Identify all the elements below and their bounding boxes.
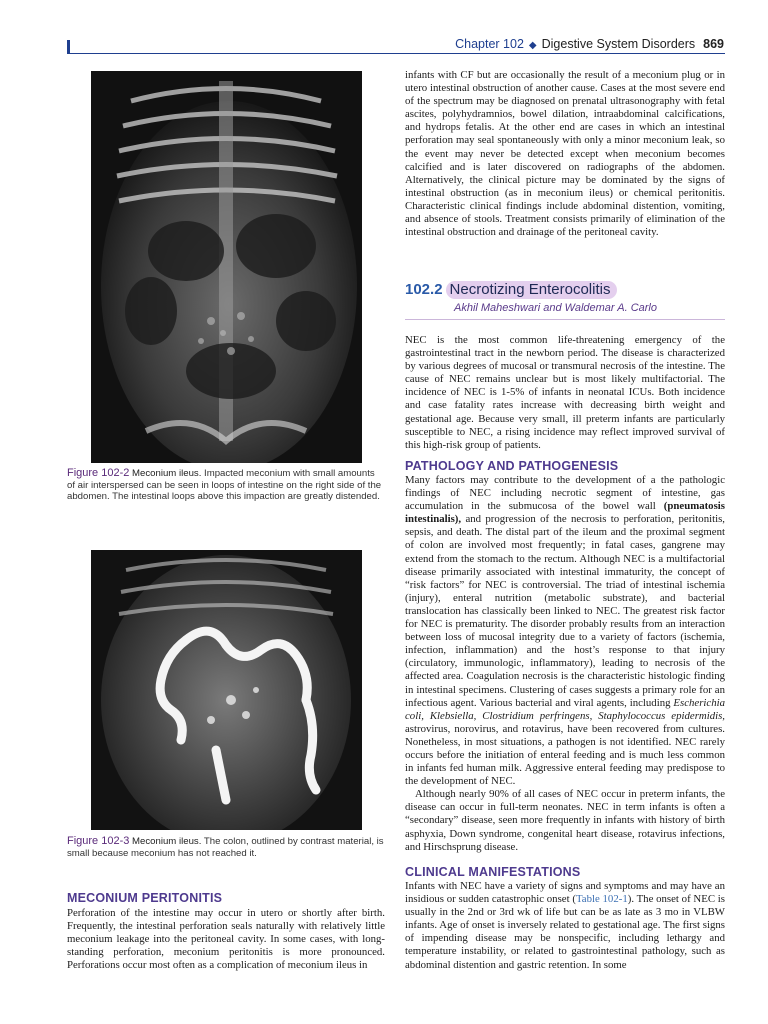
figure-caption-text: The colon, outlined by contrast material, is small because meconium has not reached it. <box>67 836 384 859</box>
heading-clinical-manifestations: CLINICAL MANIFESTATIONS <box>405 865 581 879</box>
figure-102-2-image <box>91 71 362 463</box>
figure-102-2-caption <box>67 468 385 503</box>
text-run: and progression of the necrosis to perforation, peritonitis, sepsis, and death. The distal part of the ileum and the proximal segment of colon are involved most frequently; in fatal cases, gangrene may extend from the stomach to the rectum. Although NEC is a multifactorial disease primarily associated with intestinal immaturity, the concept of “risk factors” for NEC is controversial. The triad of intestinal ischemia (injury), enteral nutrition (metabolic substrate), and bacterial translocation has classically been linked to NEC. The greatest risk factor for NEC is prematurity. The disorder probably results from an interaction between loss of mucosal integrity due to a variety of factors (ischemia, infection, inflammation) and the host’s response to that injury (circulatory, immunologic, inflammatory), leading to necrosis of the affected area. Coagulation necrosis is the characteristic histologic finding in intestinal specimens. Clustering of cases suggests a primary role for an infectious agent. Various bacterial and viral agents, including <box>405 513 725 709</box>
text-run: ). The onset of NEC is usually in the 2nd or 3rd wk of life but can be as late as 3 mo in VLBW infants. Age of onset is inversely related to gestational age. The first signs of impending disease may be nonspecific, including lethargy and temperature instability, or related to gastrointestinal pathology, such as abdominal distention and gastric retention. In some <box>405 893 725 971</box>
figure-title: Meconium ileus. <box>132 836 202 847</box>
text-run: Infants with NEC have a variety of signs and symptoms and may have an insidious or sudden catastrophic onset ( <box>405 880 725 906</box>
table-102-1-link[interactable]: Table 102-1 <box>575 893 628 906</box>
paragraph <box>405 880 725 972</box>
chapter-label: Chapter 102 <box>455 37 524 51</box>
figure-caption-text: Impacted meconium with small amounts of air interspersed can be seen in loops of intestine on the right side of the abdomen. The intestinal loops above this impaction are greatly distended. <box>67 468 382 503</box>
section-title <box>405 281 617 299</box>
paragraph: NEC is the most common life-threatening emergency of the gastrointestinal tract in the newborn period. The disease is characterized by various degrees of mucosal or transmural necrosis of the intestine. The cause of NEC remains unclear but is most likely multifactorial. The incidence of NEC is 1-5% of infants in neonatal ICUs. Both incidence and case fatality rates increase with decreasing birth weight and gestational age. Because very small, ill preterm infants are particularly susceptible to NEC, a rising incidence may reflect improved survival of this high-risk group of patients. <box>405 334 725 451</box>
text-run: astrovirus, norovirus, and rotavirus, have been recovered from cultures. Nonetheless, in most situations, a pathogen is not identified. NEC rarely occurs before the initiation of enteral feeding and is much less common in infants fed human milk. Aggressive enteral feeding may predispose to the development of NEC. <box>405 722 725 788</box>
section-number: 102.2 <box>405 281 443 298</box>
header-rule <box>67 53 725 54</box>
diamond-icon: ◆ <box>528 40 537 51</box>
paragraph: Although nearly 90% of all cases of NEC occur in preterm infants, the disease can occur in full-term neonates. NEC in term infants is often a “secondary” disease, seen more frequently in infants with history of birth asphyxia, Down syndrome, congenital heart disease, rotavirus infections, and Hirschsprung disease. <box>405 788 725 853</box>
nec-intro <box>405 334 725 452</box>
heading-meconium-peritonitis: MECONIUM PERITONITIS <box>67 891 223 905</box>
pneumatosis-term: (pneumatosis intestinalis), <box>405 500 725 526</box>
authors-rule <box>405 319 725 320</box>
page-number: 869 <box>703 37 724 51</box>
organism-names: Escherichia coli, Klebsiella, Clostridium perfringens, Staphylococcus epidermidis, <box>405 696 725 722</box>
figure-102-3-caption <box>67 836 385 859</box>
clinical-text <box>405 880 725 972</box>
text-run: Many factors may contribute to the development of a the pathologic findings of NEC including necrotic segment of intestine, gas accumulation in the submucosa of the bowel wall <box>405 474 725 513</box>
margin-bar <box>67 40 70 54</box>
chapter-title: Digestive System Disorders <box>541 37 696 51</box>
section-title-text: Necrotizing Enterocolitis <box>446 281 618 299</box>
figure-102-3-image <box>91 550 362 830</box>
figure-label: Figure 102-2 <box>67 467 130 479</box>
pathology-text <box>405 474 725 854</box>
meconium-peritonitis-text <box>67 907 385 972</box>
heading-pathology: PATHOLOGY AND PATHOGENESIS <box>405 459 619 473</box>
running-head <box>455 37 724 51</box>
paragraph: infants with CF but are occasionally the result of a meconium plug or in utero intestinal obstruction of another cause. Cases at the most severe end of the spectrum may be diagnosed on prenatal ultrasonography with fetal ascites, polyhydramnios, bowel dilation, intraabdominal calcifications, and hydrops fetalis. At the other end are cases in which an intestinal perforation may seal spontaneously with only a minor meconium leak, so the event may never be detected except when meconium becomes calcified and is later discovered on radiographs of the abdomen. Alternatively, the clinical picture may be dominated by the signs of intestinal obstruction (as in meconium ileus) or chemical peritonitis. Characteristic clinical findings include abdominal distention, vomiting, and absence of stools. Treatment consists primarily of elimination of the intestinal obstruction and drainage of the peritoneal cavity. <box>405 69 725 239</box>
section-authors: Akhil Maheshwari and Waldemar A. Carlo <box>454 302 657 314</box>
paragraph: Perforation of the intestine may occur in utero or shortly after birth. Frequently, the intestinal perforation seals naturally with relatively little meconium leakage into the peritoneal cavity. In some cases, with long-standing perforation, meconium peritonitis is more pronounced. Perforations occur most often as a complication of meconium ileus in <box>67 907 385 972</box>
figure-label: Figure 102-3 <box>67 835 130 847</box>
figure-title: Meconium ileus. <box>132 468 202 479</box>
right-top-paragraph <box>405 69 725 239</box>
paragraph <box>405 474 725 788</box>
